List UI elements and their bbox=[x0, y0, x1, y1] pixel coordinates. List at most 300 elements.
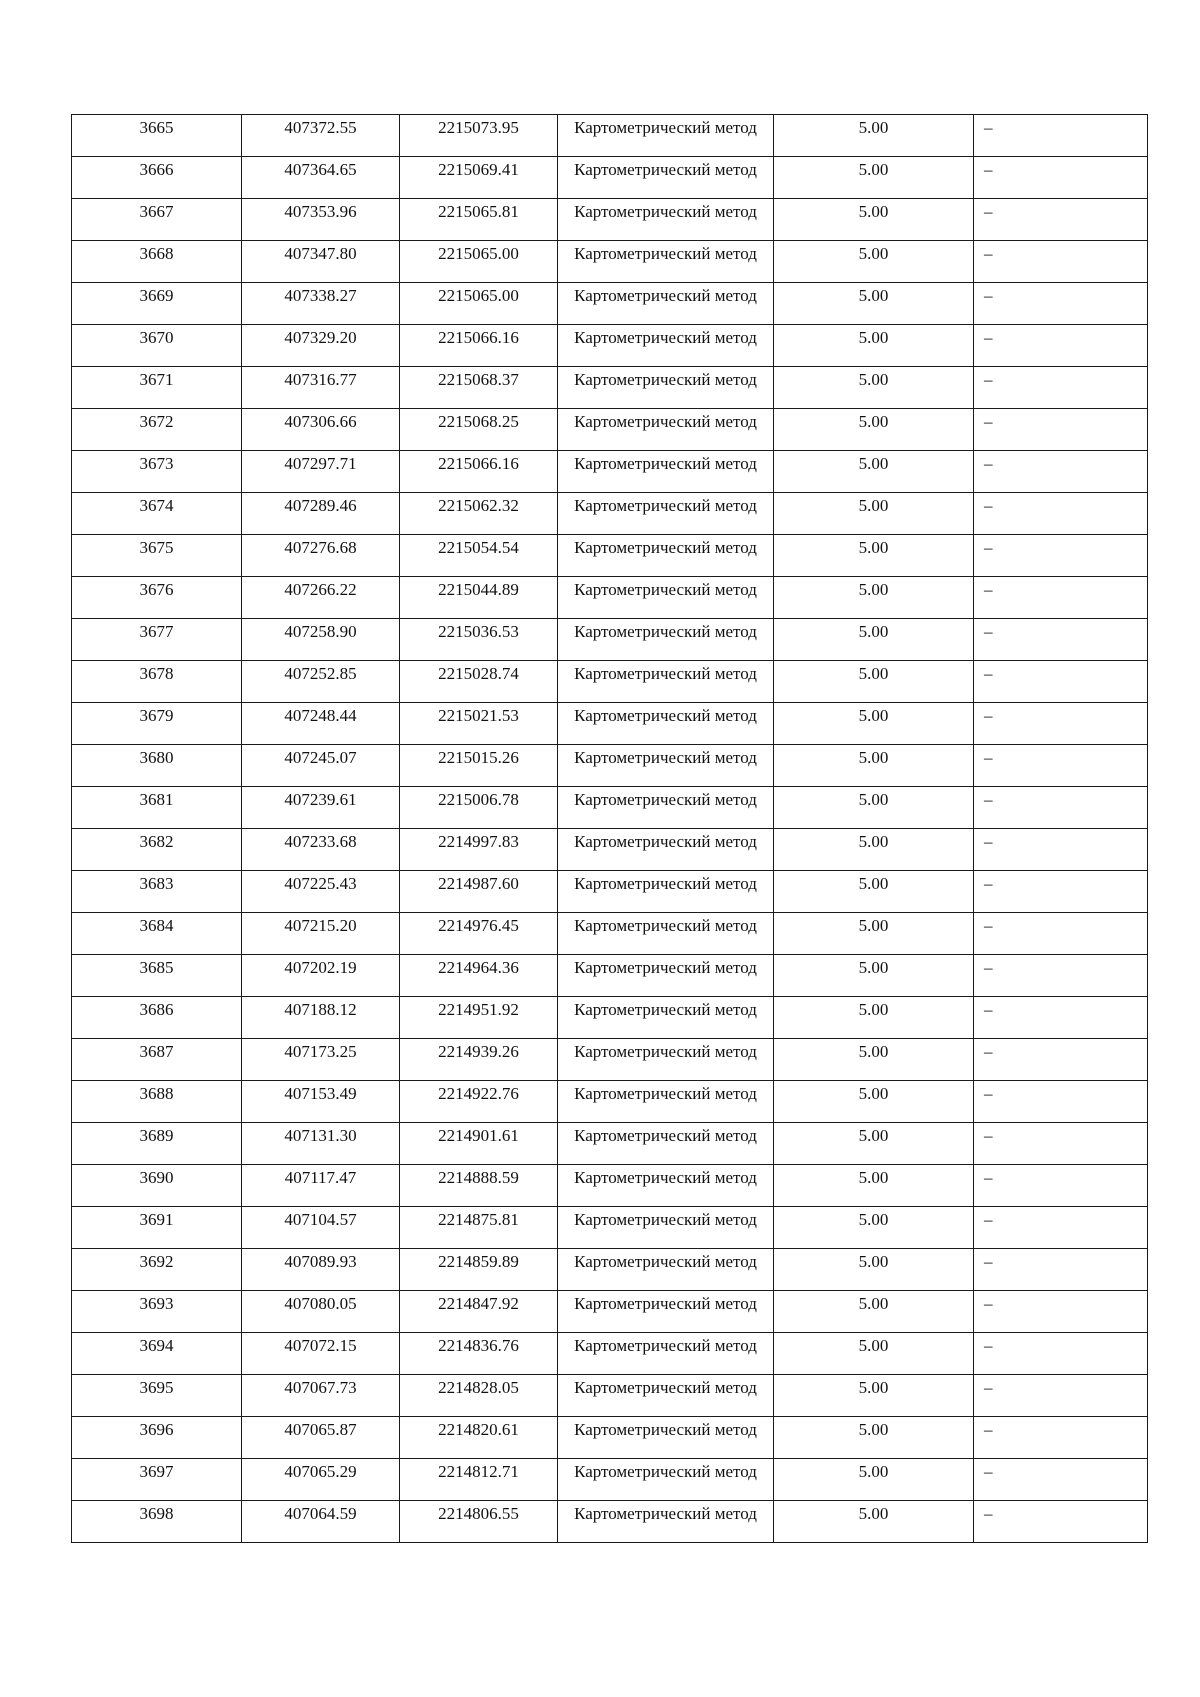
accuracy-cell bbox=[774, 1039, 974, 1081]
description-cell bbox=[974, 1501, 1148, 1543]
method-text: Картометрический метод bbox=[574, 328, 757, 347]
accuracy-text: 5.00 bbox=[858, 664, 889, 683]
method-cell bbox=[558, 913, 774, 955]
accuracy-text: 5.00 bbox=[858, 1336, 889, 1355]
table-row bbox=[72, 1459, 1148, 1501]
method-cell bbox=[558, 283, 774, 325]
method-cell bbox=[558, 1123, 774, 1165]
description-cell bbox=[974, 1333, 1148, 1375]
x-coordinate-cell bbox=[242, 1417, 400, 1459]
point-number-cell bbox=[72, 1249, 242, 1291]
point-number-cell bbox=[72, 955, 242, 997]
x-coordinate-cell bbox=[242, 241, 400, 283]
description-text: – bbox=[984, 1378, 993, 1397]
point-number-cell bbox=[72, 283, 242, 325]
method-text: Картометрический метод bbox=[574, 622, 757, 641]
method-text: Картометрический метод bbox=[574, 454, 757, 473]
description-cell bbox=[974, 787, 1148, 829]
method-text: Картометрический метод bbox=[574, 580, 757, 599]
accuracy-cell bbox=[774, 241, 974, 283]
x-coordinate-cell bbox=[242, 661, 400, 703]
y-coordinate-cell bbox=[400, 1081, 558, 1123]
x-coordinate-text: 407252.85 bbox=[284, 664, 357, 683]
x-coordinate-cell bbox=[242, 325, 400, 367]
accuracy-text: 5.00 bbox=[858, 1252, 889, 1271]
accuracy-cell bbox=[774, 955, 974, 997]
description-cell bbox=[974, 1081, 1148, 1123]
accuracy-text: 5.00 bbox=[858, 1420, 889, 1439]
point-number-text: 3671 bbox=[139, 370, 174, 389]
description-cell bbox=[974, 913, 1148, 955]
accuracy-text: 5.00 bbox=[858, 832, 889, 851]
method-cell bbox=[558, 325, 774, 367]
point-number-text: 3674 bbox=[139, 496, 174, 515]
point-number-cell bbox=[72, 535, 242, 577]
point-number-text: 3666 bbox=[139, 160, 174, 179]
method-cell bbox=[558, 1501, 774, 1543]
accuracy-cell bbox=[774, 1165, 974, 1207]
y-coordinate-text: 2215044.89 bbox=[438, 580, 519, 599]
x-coordinate-cell bbox=[242, 1249, 400, 1291]
accuracy-cell bbox=[774, 1459, 974, 1501]
x-coordinate-text: 407276.68 bbox=[284, 538, 357, 557]
table-row bbox=[72, 157, 1148, 199]
x-coordinate-cell bbox=[242, 787, 400, 829]
method-text: Картометрический метод bbox=[574, 496, 757, 515]
y-coordinate-cell bbox=[400, 1039, 558, 1081]
y-coordinate-cell bbox=[400, 1291, 558, 1333]
accuracy-text: 5.00 bbox=[858, 202, 889, 221]
accuracy-text: 5.00 bbox=[858, 1462, 889, 1481]
table-row bbox=[72, 1333, 1148, 1375]
x-coordinate-cell bbox=[242, 703, 400, 745]
y-coordinate-text: 2214847.92 bbox=[438, 1294, 519, 1313]
point-number-cell bbox=[72, 703, 242, 745]
point-number-cell bbox=[72, 787, 242, 829]
method-text: Картометрический метод bbox=[574, 1504, 757, 1523]
method-text: Картометрический метод bbox=[574, 790, 757, 809]
accuracy-cell bbox=[774, 1375, 974, 1417]
method-cell bbox=[558, 955, 774, 997]
method-text: Картометрический метод bbox=[574, 370, 757, 389]
point-number-cell bbox=[72, 1165, 242, 1207]
y-coordinate-text: 2214806.55 bbox=[438, 1504, 519, 1523]
y-coordinate-text: 2215069.41 bbox=[438, 160, 519, 179]
x-coordinate-text: 407131.30 bbox=[284, 1126, 357, 1145]
table-row bbox=[72, 997, 1148, 1039]
point-number-text: 3683 bbox=[139, 874, 174, 893]
y-coordinate-text: 2214836.76 bbox=[438, 1336, 519, 1355]
accuracy-cell bbox=[774, 871, 974, 913]
y-coordinate-cell bbox=[400, 997, 558, 1039]
description-cell bbox=[974, 577, 1148, 619]
y-coordinate-cell bbox=[400, 703, 558, 745]
method-text: Картометрический метод bbox=[574, 1168, 757, 1187]
accuracy-text: 5.00 bbox=[858, 1000, 889, 1019]
accuracy-text: 5.00 bbox=[858, 286, 889, 305]
y-coordinate-text: 2214997.83 bbox=[438, 832, 519, 851]
description-text: – bbox=[984, 580, 993, 599]
point-number-cell bbox=[72, 1501, 242, 1543]
point-number-text: 3684 bbox=[139, 916, 174, 935]
method-cell bbox=[558, 535, 774, 577]
point-number-cell bbox=[72, 997, 242, 1039]
method-cell bbox=[558, 493, 774, 535]
y-coordinate-cell bbox=[400, 619, 558, 661]
x-coordinate-text: 407072.15 bbox=[284, 1336, 357, 1355]
y-coordinate-cell bbox=[400, 283, 558, 325]
description-cell bbox=[974, 409, 1148, 451]
point-number-cell bbox=[72, 1123, 242, 1165]
description-text: – bbox=[984, 1462, 993, 1481]
table-body bbox=[72, 115, 1148, 1543]
method-text: Картометрический метод bbox=[574, 1000, 757, 1019]
description-text: – bbox=[984, 1210, 993, 1229]
description-cell bbox=[974, 283, 1148, 325]
method-text: Картометрический метод bbox=[574, 202, 757, 221]
accuracy-cell bbox=[774, 157, 974, 199]
method-text: Картометрический метод bbox=[574, 1420, 757, 1439]
description-text: – bbox=[984, 1504, 993, 1523]
method-text: Картометрический метод bbox=[574, 118, 757, 137]
point-number-cell bbox=[72, 115, 242, 157]
point-number-text: 3680 bbox=[139, 748, 174, 767]
table-row bbox=[72, 1207, 1148, 1249]
description-text: – bbox=[984, 1294, 993, 1313]
point-number-text: 3692 bbox=[139, 1252, 174, 1271]
method-text: Картометрический метод bbox=[574, 1294, 757, 1313]
method-text: Картометрический метод bbox=[574, 1336, 757, 1355]
method-cell bbox=[558, 745, 774, 787]
accuracy-cell bbox=[774, 283, 974, 325]
y-coordinate-cell bbox=[400, 1207, 558, 1249]
description-text: – bbox=[984, 538, 993, 557]
description-text: – bbox=[984, 622, 993, 641]
accuracy-text: 5.00 bbox=[858, 580, 889, 599]
accuracy-cell bbox=[774, 913, 974, 955]
point-number-cell bbox=[72, 577, 242, 619]
description-cell bbox=[974, 829, 1148, 871]
method-text: Картометрический метод bbox=[574, 286, 757, 305]
table-row bbox=[72, 1291, 1148, 1333]
table-row bbox=[72, 1039, 1148, 1081]
accuracy-text: 5.00 bbox=[858, 160, 889, 179]
x-coordinate-cell bbox=[242, 1039, 400, 1081]
accuracy-text: 5.00 bbox=[858, 1126, 889, 1145]
description-cell bbox=[974, 661, 1148, 703]
description-text: – bbox=[984, 916, 993, 935]
table-row bbox=[72, 829, 1148, 871]
x-coordinate-text: 407248.44 bbox=[284, 706, 357, 725]
description-cell bbox=[974, 1375, 1148, 1417]
table-row bbox=[72, 619, 1148, 661]
x-coordinate-text: 407188.12 bbox=[284, 1000, 357, 1019]
accuracy-cell bbox=[774, 997, 974, 1039]
method-text: Картометрический метод bbox=[574, 1378, 757, 1397]
method-cell bbox=[558, 577, 774, 619]
accuracy-cell bbox=[774, 829, 974, 871]
description-text: – bbox=[984, 412, 993, 431]
y-coordinate-cell bbox=[400, 745, 558, 787]
x-coordinate-text: 407089.93 bbox=[284, 1252, 357, 1271]
description-cell bbox=[974, 871, 1148, 913]
description-text: – bbox=[984, 664, 993, 683]
point-number-text: 3693 bbox=[139, 1294, 174, 1313]
y-coordinate-text: 2214820.61 bbox=[438, 1420, 519, 1439]
point-number-cell bbox=[72, 1417, 242, 1459]
point-number-text: 3669 bbox=[139, 286, 174, 305]
method-text: Картометрический метод bbox=[574, 1252, 757, 1271]
y-coordinate-text: 2215054.54 bbox=[438, 538, 519, 557]
y-coordinate-text: 2215068.25 bbox=[438, 412, 519, 431]
table-row bbox=[72, 451, 1148, 493]
y-coordinate-text: 2214951.92 bbox=[438, 1000, 519, 1019]
table-row bbox=[72, 409, 1148, 451]
y-coordinate-cell bbox=[400, 535, 558, 577]
y-coordinate-text: 2215065.00 bbox=[438, 244, 519, 263]
x-coordinate-text: 407289.46 bbox=[284, 496, 357, 515]
description-cell bbox=[974, 1165, 1148, 1207]
x-coordinate-cell bbox=[242, 619, 400, 661]
accuracy-text: 5.00 bbox=[858, 454, 889, 473]
accuracy-cell bbox=[774, 703, 974, 745]
point-number-cell bbox=[72, 871, 242, 913]
accuracy-text: 5.00 bbox=[858, 244, 889, 263]
point-number-cell bbox=[72, 829, 242, 871]
y-coordinate-cell bbox=[400, 829, 558, 871]
accuracy-text: 5.00 bbox=[858, 958, 889, 977]
x-coordinate-text: 407338.27 bbox=[284, 286, 357, 305]
description-text: – bbox=[984, 118, 993, 137]
method-text: Картометрический метод bbox=[574, 706, 757, 725]
method-cell bbox=[558, 115, 774, 157]
x-coordinate-text: 407316.77 bbox=[284, 370, 357, 389]
table-row bbox=[72, 115, 1148, 157]
y-coordinate-cell bbox=[400, 577, 558, 619]
point-number-cell bbox=[72, 1375, 242, 1417]
x-coordinate-cell bbox=[242, 1123, 400, 1165]
accuracy-cell bbox=[774, 199, 974, 241]
accuracy-cell bbox=[774, 1333, 974, 1375]
table-row bbox=[72, 703, 1148, 745]
accuracy-cell bbox=[774, 1291, 974, 1333]
description-cell bbox=[974, 1123, 1148, 1165]
method-cell bbox=[558, 1081, 774, 1123]
accuracy-text: 5.00 bbox=[858, 1378, 889, 1397]
point-number-text: 3698 bbox=[139, 1504, 174, 1523]
description-text: – bbox=[984, 1168, 993, 1187]
x-coordinate-text: 407173.25 bbox=[284, 1042, 357, 1061]
description-cell bbox=[974, 1039, 1148, 1081]
x-coordinate-cell bbox=[242, 199, 400, 241]
x-coordinate-cell bbox=[242, 535, 400, 577]
method-cell bbox=[558, 997, 774, 1039]
accuracy-cell bbox=[774, 493, 974, 535]
y-coordinate-text: 2215066.16 bbox=[438, 454, 519, 473]
point-number-text: 3675 bbox=[139, 538, 174, 557]
table-row bbox=[72, 1417, 1148, 1459]
method-cell bbox=[558, 1249, 774, 1291]
y-coordinate-text: 2215028.74 bbox=[438, 664, 519, 683]
method-cell bbox=[558, 241, 774, 283]
point-number-cell bbox=[72, 241, 242, 283]
description-text: – bbox=[984, 286, 993, 305]
table-row bbox=[72, 661, 1148, 703]
accuracy-text: 5.00 bbox=[858, 1168, 889, 1187]
x-coordinate-text: 407239.61 bbox=[284, 790, 357, 809]
table-row bbox=[72, 1501, 1148, 1543]
method-cell bbox=[558, 703, 774, 745]
method-text: Картометрический метод bbox=[574, 1210, 757, 1229]
y-coordinate-cell bbox=[400, 115, 558, 157]
point-number-cell bbox=[72, 1039, 242, 1081]
point-number-cell bbox=[72, 157, 242, 199]
table-row bbox=[72, 1123, 1148, 1165]
accuracy-cell bbox=[774, 1501, 974, 1543]
point-number-cell bbox=[72, 451, 242, 493]
point-number-cell bbox=[72, 913, 242, 955]
description-text: – bbox=[984, 202, 993, 221]
x-coordinate-cell bbox=[242, 1375, 400, 1417]
point-number-cell bbox=[72, 619, 242, 661]
y-coordinate-cell bbox=[400, 451, 558, 493]
x-coordinate-text: 407245.07 bbox=[284, 748, 357, 767]
table-row bbox=[72, 493, 1148, 535]
point-number-text: 3697 bbox=[139, 1462, 174, 1481]
point-number-text: 3681 bbox=[139, 790, 174, 809]
description-cell bbox=[974, 1291, 1148, 1333]
accuracy-cell bbox=[774, 325, 974, 367]
accuracy-text: 5.00 bbox=[858, 916, 889, 935]
point-number-cell bbox=[72, 409, 242, 451]
y-coordinate-cell bbox=[400, 1459, 558, 1501]
accuracy-text: 5.00 bbox=[858, 496, 889, 515]
x-coordinate-cell bbox=[242, 1333, 400, 1375]
method-text: Картометрический метод bbox=[574, 748, 757, 767]
point-number-cell bbox=[72, 325, 242, 367]
x-coordinate-text: 407117.47 bbox=[284, 1168, 357, 1187]
point-number-text: 3686 bbox=[139, 1000, 174, 1019]
x-coordinate-cell bbox=[242, 577, 400, 619]
accuracy-text: 5.00 bbox=[858, 1210, 889, 1229]
description-text: – bbox=[984, 1336, 993, 1355]
y-coordinate-cell bbox=[400, 1375, 558, 1417]
accuracy-text: 5.00 bbox=[858, 118, 889, 137]
y-coordinate-cell bbox=[400, 199, 558, 241]
point-number-cell bbox=[72, 1207, 242, 1249]
y-coordinate-cell bbox=[400, 1333, 558, 1375]
y-coordinate-text: 2214812.71 bbox=[438, 1462, 519, 1481]
x-coordinate-text: 407104.57 bbox=[284, 1210, 357, 1229]
x-coordinate-cell bbox=[242, 1165, 400, 1207]
description-text: – bbox=[984, 244, 993, 263]
x-coordinate-text: 407372.55 bbox=[284, 118, 357, 137]
point-number-cell bbox=[72, 493, 242, 535]
accuracy-cell bbox=[774, 1249, 974, 1291]
y-coordinate-text: 2214976.45 bbox=[438, 916, 519, 935]
method-cell bbox=[558, 157, 774, 199]
description-text: – bbox=[984, 748, 993, 767]
method-text: Картометрический метод bbox=[574, 1042, 757, 1061]
method-text: Картометрический метод bbox=[574, 832, 757, 851]
x-coordinate-text: 407233.68 bbox=[284, 832, 357, 851]
accuracy-text: 5.00 bbox=[858, 370, 889, 389]
table-row bbox=[72, 1081, 1148, 1123]
description-text: – bbox=[984, 1126, 993, 1145]
y-coordinate-text: 2215073.95 bbox=[438, 118, 519, 137]
description-cell bbox=[974, 745, 1148, 787]
x-coordinate-text: 407225.43 bbox=[284, 874, 357, 893]
accuracy-text: 5.00 bbox=[858, 1042, 889, 1061]
method-text: Картометрический метод bbox=[574, 664, 757, 683]
method-text: Картометрический метод bbox=[574, 1462, 757, 1481]
y-coordinate-cell bbox=[400, 787, 558, 829]
method-cell bbox=[558, 1291, 774, 1333]
description-cell bbox=[974, 1249, 1148, 1291]
y-coordinate-text: 2214922.76 bbox=[438, 1084, 519, 1103]
accuracy-cell bbox=[774, 1417, 974, 1459]
accuracy-text: 5.00 bbox=[858, 706, 889, 725]
method-cell bbox=[558, 1207, 774, 1249]
x-coordinate-cell bbox=[242, 997, 400, 1039]
accuracy-text: 5.00 bbox=[858, 1504, 889, 1523]
y-coordinate-cell bbox=[400, 367, 558, 409]
y-coordinate-text: 2214875.81 bbox=[438, 1210, 519, 1229]
method-cell bbox=[558, 1459, 774, 1501]
x-coordinate-text: 407306.66 bbox=[284, 412, 357, 431]
description-text: – bbox=[984, 874, 993, 893]
point-number-text: 3687 bbox=[139, 1042, 174, 1061]
coordinates-table bbox=[71, 114, 1148, 1543]
table-row bbox=[72, 745, 1148, 787]
table-row bbox=[72, 1375, 1148, 1417]
y-coordinate-cell bbox=[400, 871, 558, 913]
description-cell bbox=[974, 703, 1148, 745]
table-row bbox=[72, 1249, 1148, 1291]
x-coordinate-cell bbox=[242, 871, 400, 913]
point-number-text: 3682 bbox=[139, 832, 174, 851]
method-text: Картометрический метод bbox=[574, 244, 757, 263]
description-cell bbox=[974, 157, 1148, 199]
table-row bbox=[72, 787, 1148, 829]
table-row bbox=[72, 283, 1148, 325]
description-cell bbox=[974, 493, 1148, 535]
accuracy-cell bbox=[774, 1123, 974, 1165]
description-text: – bbox=[984, 706, 993, 725]
accuracy-text: 5.00 bbox=[858, 1084, 889, 1103]
accuracy-text: 5.00 bbox=[858, 748, 889, 767]
method-cell bbox=[558, 367, 774, 409]
method-text: Картометрический метод bbox=[574, 916, 757, 935]
accuracy-text: 5.00 bbox=[858, 328, 889, 347]
description-text: – bbox=[984, 454, 993, 473]
x-coordinate-cell bbox=[242, 829, 400, 871]
table-row bbox=[72, 325, 1148, 367]
y-coordinate-cell bbox=[400, 913, 558, 955]
x-coordinate-text: 407215.20 bbox=[284, 916, 357, 935]
y-coordinate-cell bbox=[400, 1249, 558, 1291]
accuracy-cell bbox=[774, 535, 974, 577]
description-text: – bbox=[984, 328, 993, 347]
x-coordinate-text: 407080.05 bbox=[284, 1294, 357, 1313]
point-number-text: 3677 bbox=[139, 622, 174, 641]
method-cell bbox=[558, 829, 774, 871]
point-number-text: 3695 bbox=[139, 1378, 174, 1397]
description-cell bbox=[974, 1417, 1148, 1459]
y-coordinate-text: 2214888.59 bbox=[438, 1168, 519, 1187]
table-row bbox=[72, 241, 1148, 283]
description-text: – bbox=[984, 160, 993, 179]
